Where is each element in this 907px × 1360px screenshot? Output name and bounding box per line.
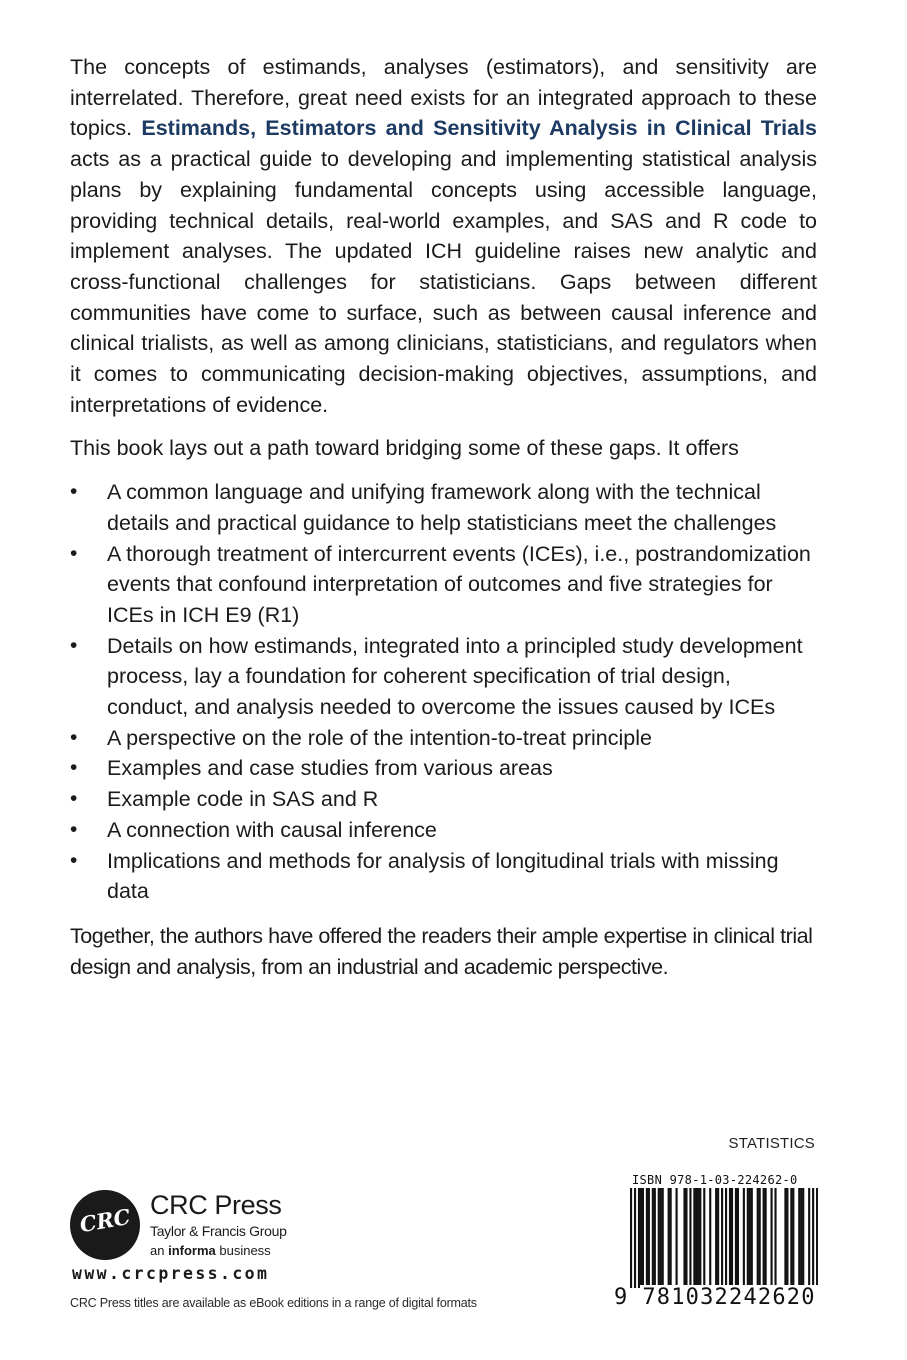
barcode-bar-4 bbox=[642, 1188, 644, 1288]
list-item-text: A connection with causal inference bbox=[107, 817, 437, 842]
list-item bbox=[70, 784, 817, 815]
barcode-bar-34 bbox=[749, 1188, 751, 1288]
bullet-icon: • bbox=[70, 756, 78, 780]
barcode-bar-2 bbox=[638, 1188, 640, 1288]
feature-list bbox=[70, 477, 817, 907]
barcode-bar-14 bbox=[676, 1188, 678, 1288]
crc-logo-icon bbox=[70, 1190, 140, 1260]
lead-in-paragraph: This book lays out a path toward bridging some of these gaps. It offers bbox=[70, 436, 739, 461]
publisher-url[interactable]: www.crcpress.com bbox=[72, 1264, 270, 1283]
barcode-bar-1 bbox=[634, 1188, 636, 1288]
publisher-informa bbox=[150, 1243, 271, 1258]
ebook-note: CRC Press titles are available as eBook editions in a range of digital formats bbox=[70, 1296, 477, 1310]
intro-paragraph bbox=[70, 52, 817, 420]
list-item bbox=[70, 753, 817, 784]
barcode-bar-42 bbox=[784, 1188, 786, 1288]
list-item bbox=[70, 631, 817, 723]
barcode-bar-16 bbox=[685, 1188, 687, 1288]
barcode-bar-27 bbox=[725, 1188, 727, 1288]
list-item-text: A common language and unifying framework along with the technical details and practical guidance to help statisticians meet the challenges bbox=[107, 480, 777, 535]
barcode-bar-7 bbox=[652, 1188, 654, 1288]
barcode-bar-10 bbox=[660, 1188, 662, 1288]
intro-text-1: The concepts of estimands, analyses (estimators), and sensitivity are interrelated. Therefore, great need exists for an integrated approach to these topics. bbox=[70, 55, 817, 141]
list-item bbox=[70, 846, 817, 907]
barcode-bar-5 bbox=[646, 1188, 648, 1288]
barcode-digits: 781032242620 bbox=[640, 1285, 818, 1310]
barcode-bar-13 bbox=[670, 1188, 672, 1288]
barcode-bar-32 bbox=[743, 1188, 745, 1288]
barcode-bar-30 bbox=[735, 1188, 737, 1288]
barcode-bar-36 bbox=[757, 1188, 759, 1288]
barcode-bar-47 bbox=[800, 1188, 802, 1288]
barcode-bar-26 bbox=[721, 1188, 723, 1288]
barcode-bar-46 bbox=[798, 1188, 800, 1288]
barcode-bar-17 bbox=[689, 1188, 691, 1288]
logo-text: CRC bbox=[77, 1203, 133, 1238]
intro-text-2: acts as a practical guide to developing and implementing statistical analysis plans by explaining fundamental concepts using accessible language, providing technical details, real-world examples, and SAS and R code to implement analyses. The updated ICH guideline raises new analytic and cross-functional challenges for statisticians. Gaps between different communities have come to surface, such as between causal inference and clinical trialists, as well as among clinicians, statisticians, and regulators when it comes to communicating decision-making objectives, assumptions, and interpretations of evidence. bbox=[70, 147, 817, 417]
list-item-text: A perspective on the role of the intention-to-treat principle bbox=[107, 725, 652, 750]
barcode-bar-45 bbox=[792, 1188, 794, 1288]
barcode-bar-29 bbox=[731, 1188, 733, 1288]
barcode-bar-20 bbox=[697, 1188, 699, 1288]
barcode-bar-35 bbox=[751, 1188, 753, 1288]
barcode-bar-8 bbox=[654, 1188, 656, 1288]
barcode-bar-11 bbox=[662, 1188, 664, 1288]
bullet-icon: • bbox=[70, 541, 78, 565]
closing-paragraph: Together, the authors have offered the readers their ample expertise in clinical trial design and analysis, from an industrial and academic perspective. bbox=[70, 923, 813, 979]
barcode-bar-24 bbox=[715, 1188, 717, 1288]
bullet-icon: • bbox=[70, 725, 78, 749]
barcode-bar-40 bbox=[771, 1188, 773, 1288]
list-item-text: Implications and methods for analysis of longitudinal trials with missing data bbox=[107, 848, 779, 904]
barcode-bar-33 bbox=[747, 1188, 749, 1288]
back-cover-text bbox=[70, 52, 817, 995]
publisher-name: CRC Press bbox=[150, 1190, 282, 1220]
barcode-bar-43 bbox=[786, 1188, 788, 1288]
barcode-bar-38 bbox=[763, 1188, 765, 1288]
barcode-bar-0 bbox=[630, 1188, 632, 1288]
list-item-text: Examples and case studies from various areas bbox=[107, 756, 553, 781]
barcode-bar-39 bbox=[765, 1188, 767, 1288]
informa-prefix: an bbox=[150, 1243, 169, 1258]
list-item-text: Example code in SAS and R bbox=[107, 787, 379, 812]
list-item bbox=[70, 723, 817, 754]
list-item bbox=[70, 477, 817, 538]
barcode-bar-41 bbox=[774, 1188, 776, 1288]
barcode-bar-18 bbox=[693, 1188, 695, 1288]
isbn-barcode bbox=[630, 1188, 818, 1288]
book-title: Estimands, Estimators and Sensitivity Analysis in Clinical Trials bbox=[141, 116, 817, 141]
isbn-label: ISBN 978-1-03-224262-0 bbox=[632, 1173, 798, 1187]
barcode-bar-9 bbox=[658, 1188, 660, 1288]
bullet-icon: • bbox=[70, 480, 78, 504]
barcode-bar-50 bbox=[812, 1188, 814, 1288]
list-item bbox=[70, 815, 817, 846]
bullet-icon: • bbox=[70, 817, 78, 841]
list-item bbox=[70, 539, 817, 631]
subject-category: STATISTICS bbox=[728, 1135, 815, 1152]
barcode-first-digit: 9 bbox=[614, 1285, 628, 1310]
bullet-icon: • bbox=[70, 633, 78, 657]
barcode-bar-44 bbox=[790, 1188, 792, 1288]
informa-suffix: business bbox=[215, 1243, 271, 1258]
list-item-text: A thorough treatment of intercurrent events (ICEs), i.e., postrandomization events that confound interpretation of outcomes and five strategies for ICEs in ICH E9 (R1) bbox=[107, 541, 811, 627]
barcode-bar-15 bbox=[683, 1188, 685, 1288]
publisher-group: Taylor & Francis Group bbox=[150, 1223, 287, 1239]
barcode-bar-37 bbox=[759, 1188, 761, 1288]
bullet-icon: • bbox=[70, 787, 78, 811]
barcode-bar-3 bbox=[640, 1188, 642, 1288]
barcode-bar-25 bbox=[717, 1188, 719, 1288]
barcode-bar-48 bbox=[802, 1188, 804, 1288]
barcode-bar-23 bbox=[709, 1188, 711, 1288]
barcode-bar-22 bbox=[703, 1188, 705, 1288]
barcode-bar-12 bbox=[668, 1188, 670, 1288]
barcode-bar-28 bbox=[729, 1188, 731, 1288]
list-item-text: Details on how estimands, integrated into a principled study development process, lay a foundation for coherent specification of trial design, conduct, and analysis needed to overcome the issues caused by ICEs bbox=[107, 633, 803, 720]
bullet-icon: • bbox=[70, 848, 78, 872]
barcode-bar-21 bbox=[699, 1188, 701, 1288]
barcode-bar-6 bbox=[648, 1188, 650, 1288]
barcode-bar-31 bbox=[737, 1188, 739, 1288]
barcode-bar-19 bbox=[695, 1188, 697, 1288]
barcode-bar-49 bbox=[808, 1188, 810, 1288]
barcode-bar-51 bbox=[816, 1188, 818, 1288]
informa-brand: informa bbox=[168, 1243, 216, 1258]
